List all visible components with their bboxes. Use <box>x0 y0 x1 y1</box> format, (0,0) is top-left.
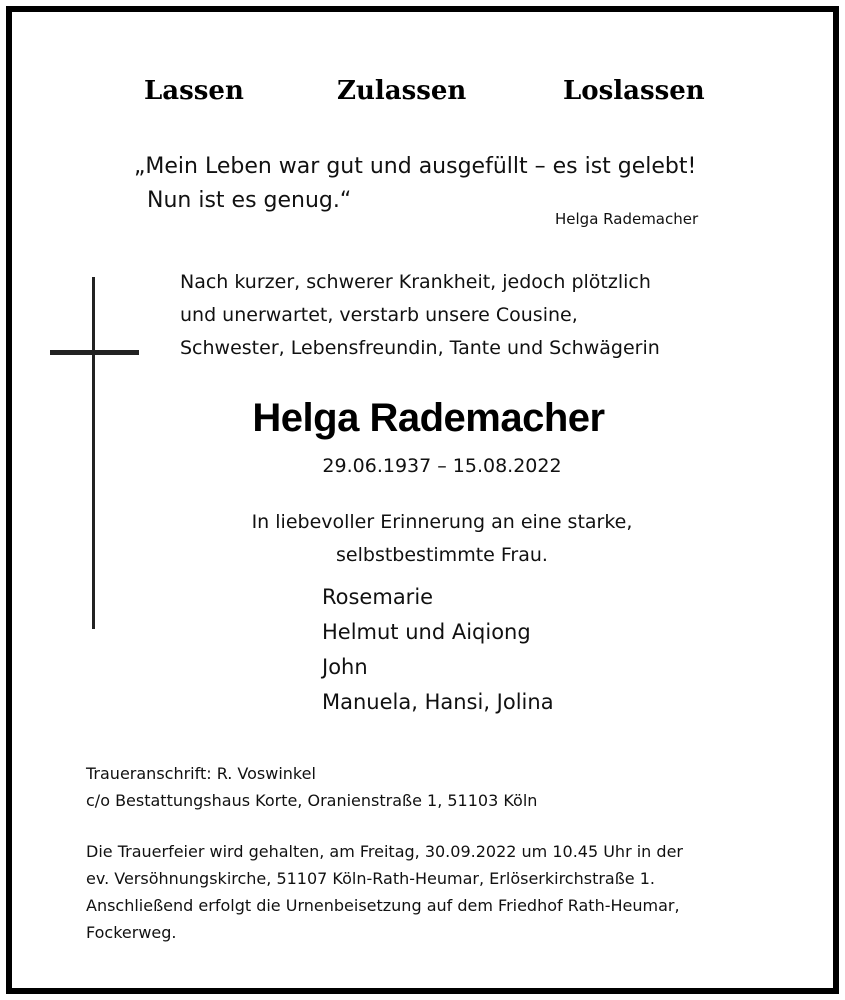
intro-line: Schwester, Lebensfreundin, Tante und Schwägerin <box>180 337 660 359</box>
motto-word-loslassen: Loslassen <box>563 76 705 106</box>
life-dates: 29.06.1937 – 15.08.2022 <box>322 455 562 477</box>
ceremony-line: Fockerweg. <box>86 923 177 942</box>
family-item: Manuela, Hansi, Jolina <box>322 690 554 714</box>
memory-line: In liebevoller Erinnerung an eine starke, <box>251 511 633 533</box>
address-line: Traueranschrift: R. Voswinkel <box>86 764 316 783</box>
quote-line-2: Nun ist es genug.“ <box>147 188 352 213</box>
cross-vertical-bar <box>92 277 95 629</box>
intro-line: Nach kurzer, schwerer Krankheit, jedoch plötzlich <box>180 271 651 293</box>
memory-line: selbstbestimmte Frau. <box>336 544 548 566</box>
family-item: Helmut und Aiqiong <box>322 620 531 644</box>
ceremony-line: Anschließend erfolgt die Urnenbeisetzung auf dem Friedhof Rath-Heumar, <box>86 896 680 915</box>
ceremony-info <box>86 838 683 946</box>
quote-author: Helga Rademacher <box>555 210 699 228</box>
intro-text <box>180 266 660 365</box>
family-item: John <box>322 655 368 679</box>
intro-line: und unerwartet, verstarb unsere Cousine, <box>180 304 578 326</box>
ceremony-line: Die Trauerfeier wird gehalten, am Freitag, 30.09.2022 um 10.45 Uhr in der <box>86 842 683 861</box>
obituary-notice <box>6 6 839 994</box>
deceased-name: Helga Rademacher <box>252 396 605 440</box>
cross-horizontal-bar <box>50 350 139 355</box>
memory-text <box>12 506 845 572</box>
family-list <box>322 580 554 720</box>
motto-word-lassen: Lassen <box>144 76 244 106</box>
quote-line-1: „Mein Leben war gut und ausgefüllt – es ist gelebt! <box>134 154 697 179</box>
motto-word-zulassen: Zulassen <box>337 76 467 106</box>
address-line: c/o Bestattungshaus Korte, Oranienstraße 1, 51103 Köln <box>86 791 538 810</box>
mourning-address <box>86 760 537 814</box>
ceremony-line: ev. Versöhnungskirche, 51107 Köln-Rath-Heumar, Erlöserkirchstraße 1. <box>86 869 655 888</box>
family-item: Rosemarie <box>322 585 434 609</box>
